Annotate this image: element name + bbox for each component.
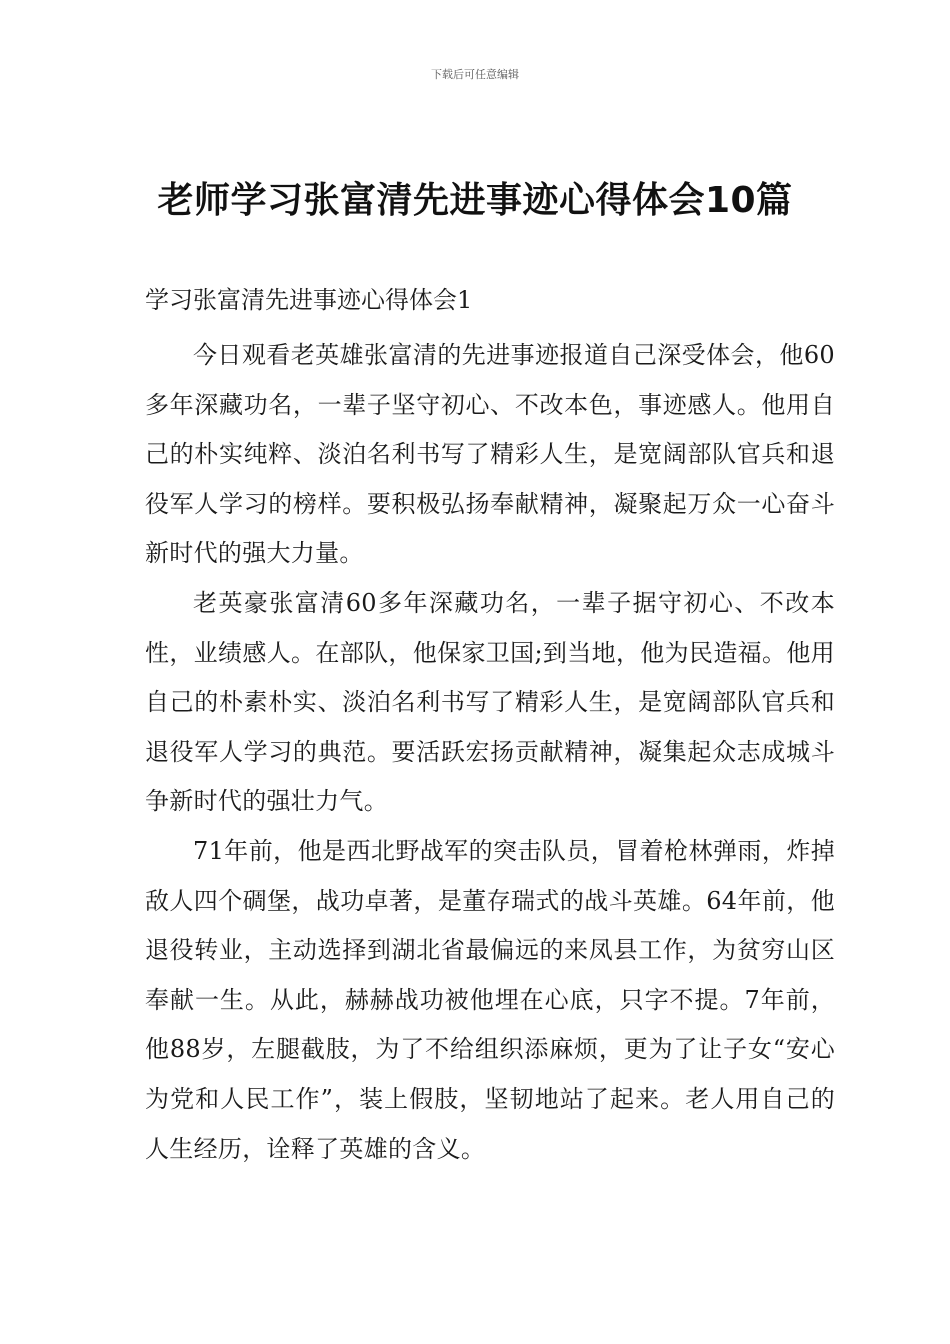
- paragraph-3: 71年前，他是西北野战军的突击队员，冒着枪林弹雨，炸掉敌人四个碉堡，战功卓著，是董存瑞式的战斗英雄。64年前，他退役转业，主动选择到湖北省最偏远的来凤县工作，为贫穷山区奉献一生。从此，赫赫战功被他埋在心底，只字不提。7年前，他88岁，左腿截肢，为了不给组织添麻烦，更为了让子女“安心为党和人民工作”，装上假肢，坚韧地站了起来。老人用自己的人生经历，诠释了英雄的含义。: [145, 836, 835, 1163]
- paragraph-2: 老英豪张富清60多年深藏功名，一辈子据守初心、不改本性，业绩感人。在部队，他保家卫国;到当地，他为民造福。他用自己的朴素朴实、淡泊名利书写了精彩人生，是宽阔部队官兵和退役军人学习的典范。要活跃宏扬贡献精神，凝集起众志成城斗争新时代的强壮力气。: [145, 588, 835, 816]
- document-title: 老师学习张富清先进事迹心得体会10篇: [157, 180, 793, 221]
- paragraph-1: 今日观看老英雄张富清的先进事迹报道自己深受体会，他60多年深藏功名，一辈子坚守初心、不改本色，事迹感人。他用自己的朴实纯粹、淡泊名利书写了精彩人生，是宽阔部队官兵和退役军人学习的榜样。要积极弘扬奉献精神，凝聚起万众一心奋斗新时代的强大力量。: [145, 341, 835, 568]
- header-note: 下载后可任意编辑: [431, 68, 519, 81]
- section-heading: 学习张富清先进事迹心得体会1: [145, 286, 473, 314]
- document-body: [145, 282, 835, 1174]
